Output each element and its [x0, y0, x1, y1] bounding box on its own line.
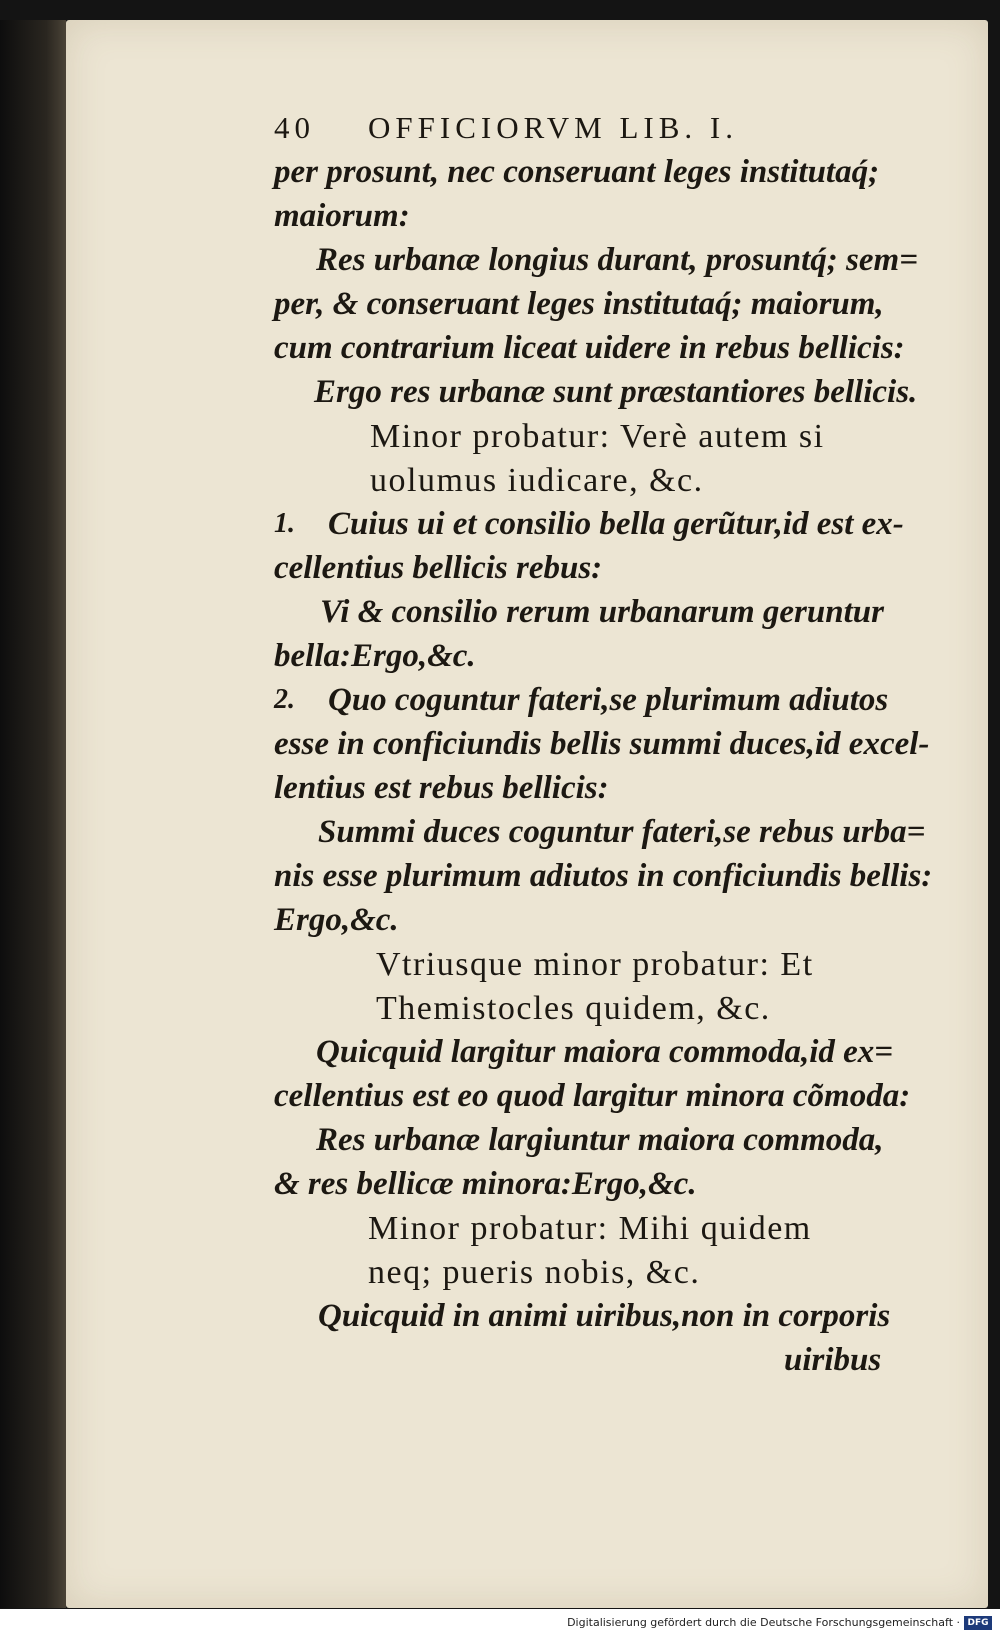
text-line: esse in conficiundis bellis summi duces,id excel- [274, 726, 930, 762]
text-line: cellentius est eo quod largitur minora cõmoda: [274, 1078, 911, 1114]
book-page [66, 20, 988, 1608]
item-marker: 2. [274, 684, 295, 715]
text-line: cum contrarium liceat uidere in rebus bellicis: [274, 330, 905, 366]
text-line: Vtriusque minor probatur: Et [376, 946, 814, 983]
text-line: & res bellicæ minora:Ergo,&c. [274, 1166, 697, 1202]
text-line: Minor probatur: Mihi quidem [368, 1210, 812, 1247]
text-line: Vi & consilio rerum urbanarum geruntur [320, 594, 884, 630]
digitization-footer [0, 1609, 1000, 1633]
text-line: Ergo res urbanæ sunt præstantiores bellicis. [314, 374, 918, 410]
catchword: uiribus [784, 1342, 882, 1378]
text-line: Res urbanæ largiuntur maiora commoda, [316, 1122, 884, 1158]
item-marker: 1. [274, 508, 295, 539]
running-title: OFFICIORVM LIB. I. [368, 110, 738, 145]
text-line: uolumus iudicare, &c. [370, 462, 704, 499]
text-line: Minor probatur: Verè autem si [370, 418, 825, 455]
text-line: Ergo,&c. [274, 902, 399, 938]
footer-credit: Digitalisierung gefördert durch die Deutsche Forschungsgemeinschaft · [567, 1616, 960, 1629]
text-line: cellentius bellicis rebus: [274, 550, 603, 586]
text-line: bella:Ergo,&c. [274, 638, 476, 674]
text-line: Quo coguntur fateri,se plurimum adiutos [328, 682, 889, 718]
text-line: Quicquid in animi uiribus,non in corporis [318, 1298, 891, 1334]
text-line: Summi duces coguntur fateri,se rebus urba= [318, 814, 926, 850]
text-line: Quicquid largitur maiora commoda,id ex= [316, 1034, 894, 1070]
page-number: 40 [274, 110, 315, 145]
text-line: neq; pueris nobis, &c. [368, 1254, 701, 1291]
text-line: Themistocles quidem, &c. [376, 990, 771, 1027]
text-line: Cuius ui et consilio bella gerũtur,id est ex- [328, 506, 904, 542]
dfg-logo-icon: DFG [964, 1616, 992, 1630]
text-line: nis esse plurimum adiutos in conficiundis bellis: [274, 858, 933, 894]
text-line: per, & conseruant leges institutaq́; maiorum, [274, 286, 884, 322]
text-line: lentius est rebus bellicis: [274, 770, 609, 806]
book-gutter [0, 20, 66, 1608]
text-line: per prosunt, nec conseruant leges institutaq́; [274, 154, 880, 190]
text-line: Res urbanæ longius durant, prosuntq́; sem= [316, 242, 918, 278]
text-line: maiorum: [274, 198, 410, 234]
